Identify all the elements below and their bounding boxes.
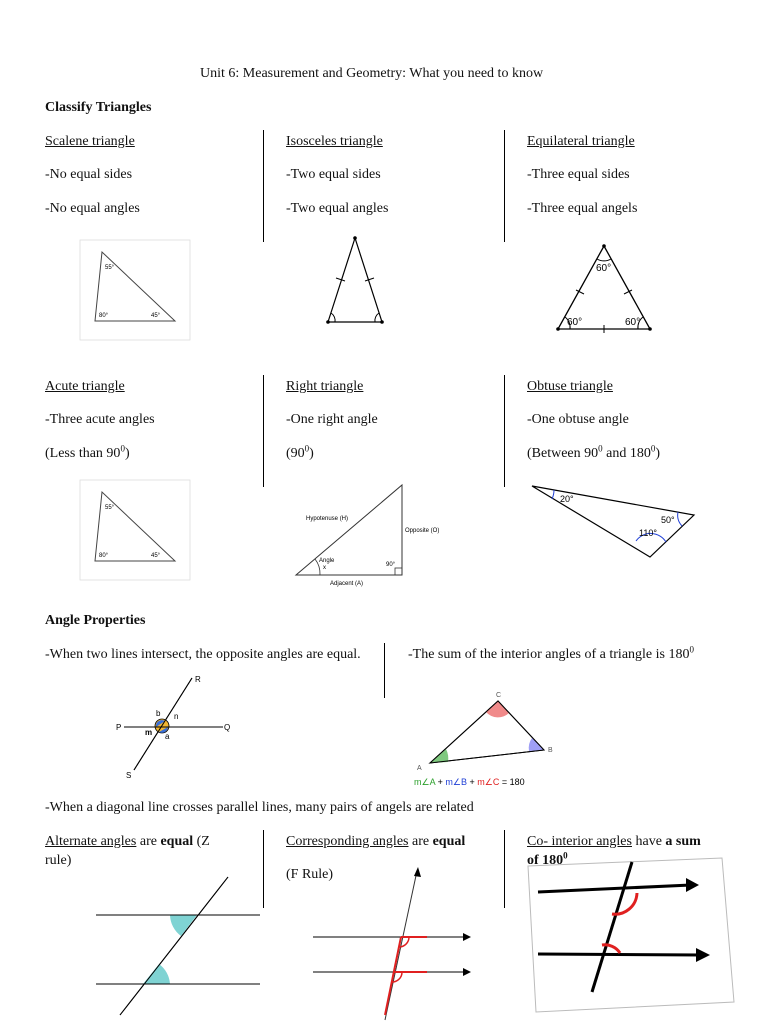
scalene-angle-right: 45° bbox=[151, 313, 161, 319]
classify-heading: Classify Triangles bbox=[45, 100, 152, 115]
acute-triangle-figure bbox=[80, 480, 190, 580]
label-m: m bbox=[145, 728, 153, 737]
equilateral-angle-left: 60° bbox=[567, 317, 583, 328]
label-C: C bbox=[496, 692, 502, 699]
right-angle-label: 90° bbox=[386, 562, 396, 568]
acute-line1: -Three acute angles bbox=[45, 412, 155, 427]
corresponding-line2: (F Rule) bbox=[286, 867, 334, 882]
cointerior-angles-figure bbox=[516, 862, 736, 1014]
alternate-angles-figure bbox=[90, 875, 270, 1015]
label-b: b bbox=[156, 709, 161, 718]
obtuse-title: Obtuse triangle bbox=[527, 379, 613, 394]
isosceles-triangle-figure bbox=[320, 233, 390, 328]
label-B: B bbox=[548, 747, 553, 754]
isosceles-line1: -Two equal sides bbox=[286, 167, 381, 182]
label-n: n bbox=[174, 712, 179, 721]
corresponding-title: Corresponding angles are equal bbox=[286, 834, 466, 849]
scalene-triangle-figure bbox=[80, 240, 190, 340]
acute-angle-top: 55° bbox=[105, 505, 115, 511]
obtuse-triangle-figure bbox=[528, 480, 703, 565]
label-P: P bbox=[116, 723, 122, 732]
angle-properties-heading: Angle Properties bbox=[45, 613, 146, 628]
triangle-sum-text: -The sum of the interior angles of a triangle is $180^0$ bbox=[408, 644, 694, 662]
angle-sum-equation: m∠A + m∠B + m∠C = 180 bbox=[414, 777, 525, 787]
parallel-intro-text: -When a diagonal line crosses parallel lines, many pairs of angels are related bbox=[45, 800, 474, 815]
right-triangle-figure bbox=[290, 480, 450, 588]
angle-label: Angle bbox=[319, 558, 335, 564]
angle-x-label: x bbox=[323, 565, 326, 571]
equilateral-line2: -Three equal angels bbox=[527, 201, 638, 216]
equilateral-line1: -Three equal sides bbox=[527, 167, 630, 182]
obtuse-line2: (Between $90^0$ and $180^0$) bbox=[527, 443, 661, 461]
alternate-line2: rule) bbox=[45, 853, 72, 868]
scalene-line2: -No equal angles bbox=[45, 201, 140, 216]
hypotenuse-label: Hypotenuse (H) bbox=[306, 516, 349, 522]
cointerior-title: Co- interior angles have a sum bbox=[527, 834, 701, 849]
equilateral-triangle-figure bbox=[553, 240, 658, 335]
label-Q: Q bbox=[224, 723, 231, 732]
equilateral-angle-right: 60° bbox=[625, 317, 641, 328]
scalene-angle-left: 80° bbox=[99, 313, 109, 319]
corresponding-angles-figure bbox=[305, 865, 480, 1020]
isosceles-line2: -Two equal angles bbox=[286, 201, 389, 216]
column-divider bbox=[504, 130, 505, 242]
scalene-title: Scalene triangle bbox=[45, 134, 135, 149]
acute-angle-right: 45° bbox=[151, 553, 161, 559]
right-line2: $(90^0)$ bbox=[286, 443, 314, 461]
obtuse-angle-110: 110° bbox=[639, 528, 657, 538]
scalene-line1: -No equal sides bbox=[45, 167, 133, 182]
obtuse-angle-20: 20° bbox=[560, 494, 574, 504]
column-divider bbox=[263, 130, 264, 242]
page-title: Unit 6: Measurement and Geometry: What you need to know bbox=[200, 66, 544, 81]
column-divider bbox=[504, 830, 505, 908]
acute-line2: (Less than $90^0$) bbox=[45, 443, 130, 461]
obtuse-line1: -One obtuse angle bbox=[527, 412, 629, 427]
acute-angle-left: 80° bbox=[99, 553, 109, 559]
acute-title: Acute triangle bbox=[45, 379, 125, 394]
right-title: Right triangle bbox=[286, 379, 364, 394]
opposite-label: Opposite (O) bbox=[405, 528, 440, 534]
label-S: S bbox=[126, 771, 132, 780]
label-A: A bbox=[417, 765, 422, 772]
right-line1: -One right angle bbox=[286, 412, 378, 427]
equilateral-angle-top: 60° bbox=[596, 263, 612, 274]
alternate-title: Alternate angles are equal (Z bbox=[45, 834, 210, 849]
label-a: a bbox=[165, 732, 170, 741]
label-R: R bbox=[195, 675, 201, 684]
isosceles-title: Isosceles triangle bbox=[286, 134, 383, 149]
opposite-angles-text: -When two lines intersect, the opposite angles are equal. bbox=[45, 647, 361, 662]
adjacent-label: Adjacent (A) bbox=[330, 581, 364, 587]
obtuse-angle-50: 50° bbox=[661, 515, 675, 525]
scalene-angle-top: 55° bbox=[105, 265, 115, 271]
equilateral-title: Equilateral triangle bbox=[527, 134, 635, 149]
intersecting-lines-figure bbox=[110, 670, 250, 782]
angle-sum-triangle-figure bbox=[412, 688, 564, 788]
column-divider bbox=[384, 643, 385, 698]
cointerior-line2: of $180^0$ bbox=[527, 850, 568, 868]
column-divider bbox=[504, 375, 505, 487]
column-divider bbox=[263, 375, 264, 487]
